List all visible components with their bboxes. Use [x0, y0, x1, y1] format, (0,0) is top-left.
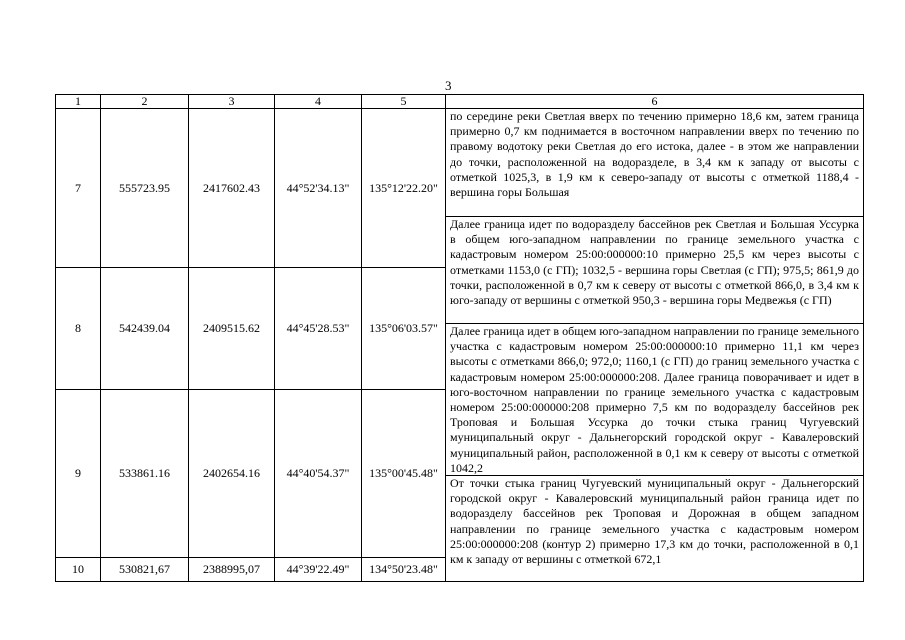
latitude: 44°40'54.37" [275, 389, 362, 557]
col-header-3: 3 [189, 95, 275, 109]
col-header-2: 2 [101, 95, 189, 109]
longitude: 135°12'22.20" [362, 109, 446, 268]
header-row [56, 95, 864, 109]
boundary-points-table [55, 94, 864, 582]
latitude: 44°39'22.49" [275, 557, 362, 581]
col-header-5: 5 [362, 95, 446, 109]
coord-y: 2417602.43 [189, 109, 275, 268]
description-segment: Далее граница идет в общем юго-западном направлении по границе земельного участка с кадастровым номером 25:00:000000:10 примерно 11,1 км через высоты с отметками 866,0; 972,0; 1160,1 (с ГП) до границ земельного участка с кадастровым номером 25:00:000000:208. Далее граница поворачивает и идет в юго-восточном направлении по границе земельного участка с кадастровым номером 25:00:000000:208 примерно 7,5 км по водоразделу бассейнов рек Троповая и Большая Уссурка до точки стыка границ Чугуевский муниципальный округ - Дальнегорский городской округ - Кавалеровский муниципальный район, расположенной в 0,1 км к северу от высоты с отметкой 1042,2 [446, 323, 863, 475]
coord-y: 2409515.62 [189, 268, 275, 389]
coord-y: 2388995,07 [189, 557, 275, 581]
coord-x: 542439.04 [101, 268, 189, 389]
table-row [56, 109, 864, 268]
coord-y: 2402654.16 [189, 389, 275, 557]
coord-x: 530821,67 [101, 557, 189, 581]
description-segment: по середине реки Светлая вверх по течению примерно 18,6 км, затем граница примерно 0,7 км поднимается в восточном направлении вверх по течению по правому водотоку реки Светлая до его истока, далее - в этом же направлении до точки, расположенной на водоразделе, в 3,4 км к западу от высоты с отметкой 1025,3, в 1,9 км к северо-западу от высоты с отметкой 1188,4 - вершина горы Большая [450, 109, 859, 200]
col-header-1: 1 [56, 95, 101, 109]
point-number: 10 [56, 557, 101, 581]
col-header-4: 4 [275, 95, 362, 109]
description-column [446, 109, 864, 582]
description-segment: От точки стыка границ Чугуевский муниципальный округ - Дальнегорский городской округ - Кавалеровский муниципальный район граница идет по водоразделу бассейнов рек Троповая и Дорожная в общем западном направлении по границе земельного участка с кадастровым номером 25:00:000000:208 (контур 2) примерно 17,3 км до точки, расположенной в 0,1 км к западу от вершины с отметкой 672,1 [446, 475, 863, 581]
longitude: 135°06'03.57" [362, 268, 446, 389]
page-number: 3 [445, 78, 452, 93]
point-number: 9 [56, 389, 101, 557]
col-header-6: 6 [446, 95, 864, 109]
point-number: 7 [56, 109, 101, 268]
latitude: 44°52'34.13" [275, 109, 362, 268]
description-segment: Далее граница идет по водоразделу бассейнов рек Светлая и Большая Уссурка в общем юго-западном направлении по границе земельного участка с кадастровым номером 25:00:000000:10 примерно 25,5 км через высоты с отметками 1153,0 (с ГП); 1032,5 - вершина горы Светлая (с ГП); 975,5; 861,9 до точки, расположенной в 0,7 км к северу от высоты с отметкой 866,0, в 3,4 км к юго-западу от вершины с отметкой 950,3 - вершина горы Медвежья (с ГП) [446, 216, 863, 323]
coord-x: 555723.95 [101, 109, 189, 268]
longitude: 135°00'45.48" [362, 389, 446, 557]
point-number: 8 [56, 268, 101, 389]
longitude: 134°50'23.48" [362, 557, 446, 581]
latitude: 44°45'28.53" [275, 268, 362, 389]
coord-x: 533861.16 [101, 389, 189, 557]
